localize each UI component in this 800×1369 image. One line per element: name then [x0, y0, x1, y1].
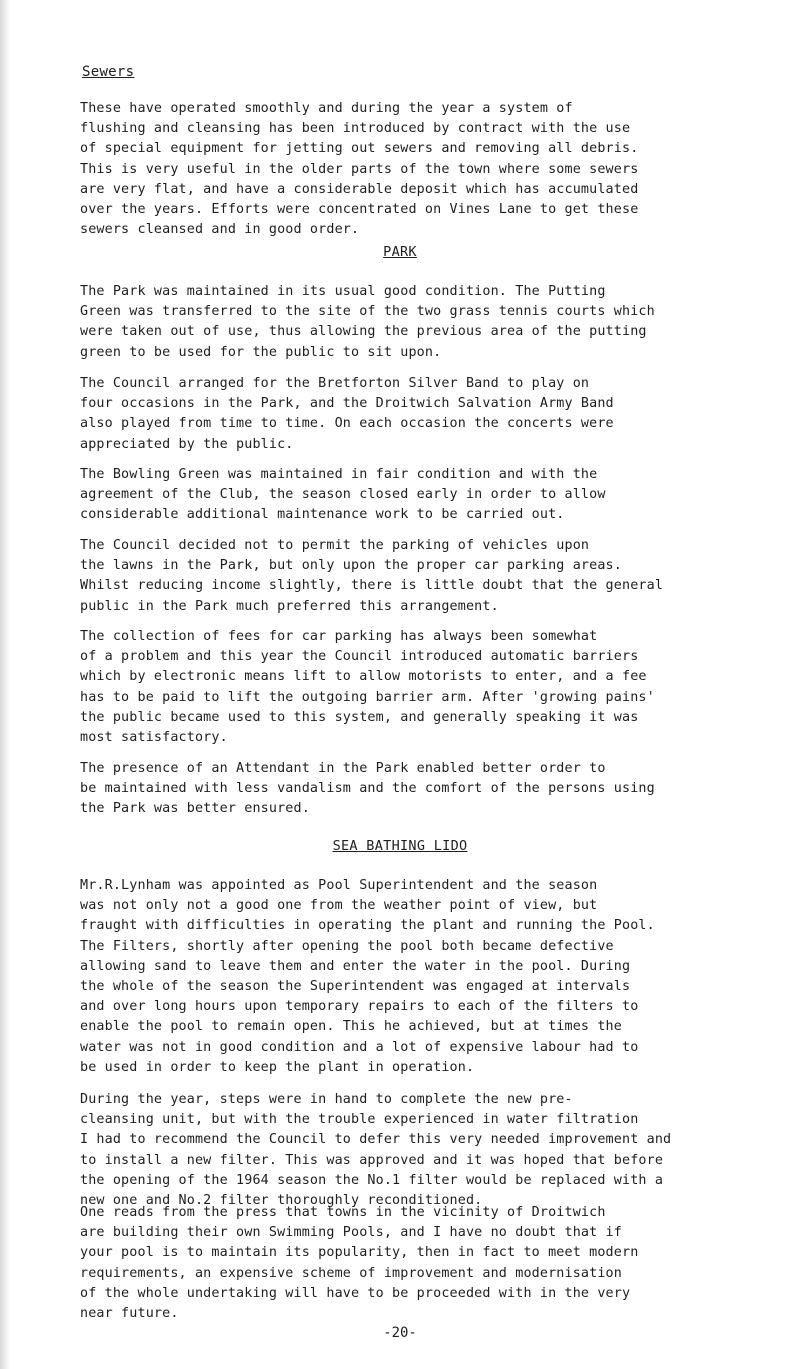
park-heading: PARK — [383, 244, 417, 260]
lido-paragraph-1: Mr.R.Lynham was appointed as Pool Superintendent and the season was not only not a good one from the weather point of view, but fraught with difficulties in operating the plant and running the Pool. The Filters, shortly after opening the pool both became defective allowing sand to leave them and enter the water in the pool. During the whole of the season the Superintendent was engaged at intervals and over long hours upon temporary repairs to each of the filters to enable the pool to remain open. This he achieved, but at times the water was not in good condition and a lot of expensive labour had to be used in order to keep the plant in operation. — [80, 878, 655, 1075]
park-paragraph-6: The presence of an Attendant in the Park enabled better order to be maintained with less vandalism and the comfort of the persons using the Park was better ensured. — [80, 761, 655, 817]
park-paragraph-5: The collection of fees for car parking has always been somewhat of a problem and this year the Council introduced automatic barriers which by electronic means lift to allow motorists to enter, and a fee has to be paid to lift the outgoing barrier arm. After 'growing pains' the public became used to this system, and generally speaking it was most satisfactory. — [80, 629, 655, 746]
page-number: -20- — [383, 1325, 417, 1341]
park-paragraph-1: The Park was maintained in its usual good condition. The Putting Green was transferred to the site of the two grass tennis courts which were taken out of use, thus allowing the previous area of the putting green to be used for the public to sit upon. — [80, 284, 655, 360]
lido-paragraph-3: One reads from the press that towns in the vicinity of Droitwich are building their own Swimming Pools, and I have no doubt that if your pool is to maintain its popularity, then in fact to meet modern requirements, an expensive scheme of improvement and modernisation of the whole undertaking will have to be proceeded with in the very near future. — [80, 1205, 639, 1322]
scan-edge-shadow — [0, 0, 10, 1369]
lido-heading: SEA BATHING LIDO — [332, 838, 468, 854]
sewers-paragraph-1: These have operated smoothly and during the year a system of flushing and cleansing has been introduced by contract with the use of special equipment for jetting out sewers and removing all debris. This is very useful in the older parts of the town where some sewers are very flat, and have a considerable deposit which has accumulated over the years. Efforts were concentrated on Vines Lane to get these sewers cleansed and in good order. — [80, 101, 639, 238]
lido-paragraph-2: During the year, steps were in hand to complete the new pre- cleansing unit, but with the trouble experienced in water filtration I had to recommend the Council to defer this very needed improvement and to install a new filter. This was approved and it was hoped that before the opening of the 1964 season the No.1 filter would be replaced with a new one and No.2 filter thoroughly reconditioned. — [80, 1092, 672, 1209]
park-paragraph-2: The Council arranged for the Bretforton Silver Band to play on four occasions in the Park, and the Droitwich Salvation Army Band also played from time to time. On each occasion the concerts were appreciated by the public. — [80, 376, 614, 452]
park-paragraph-4: The Council decided not to permit the parking of vehicles upon the lawns in the Park, but only upon the proper car parking areas. Whilst reducing income slightly, there is little doubt that the general public in the Park much preferred this arrangement. — [80, 538, 664, 614]
sewers-heading: Sewers — [82, 64, 135, 80]
park-paragraph-3: The Bowling Green was maintained in fair condition and with the agreement of the Club, the season closed early in order to allow considerable additional maintenance work to be carried out. — [80, 467, 606, 523]
